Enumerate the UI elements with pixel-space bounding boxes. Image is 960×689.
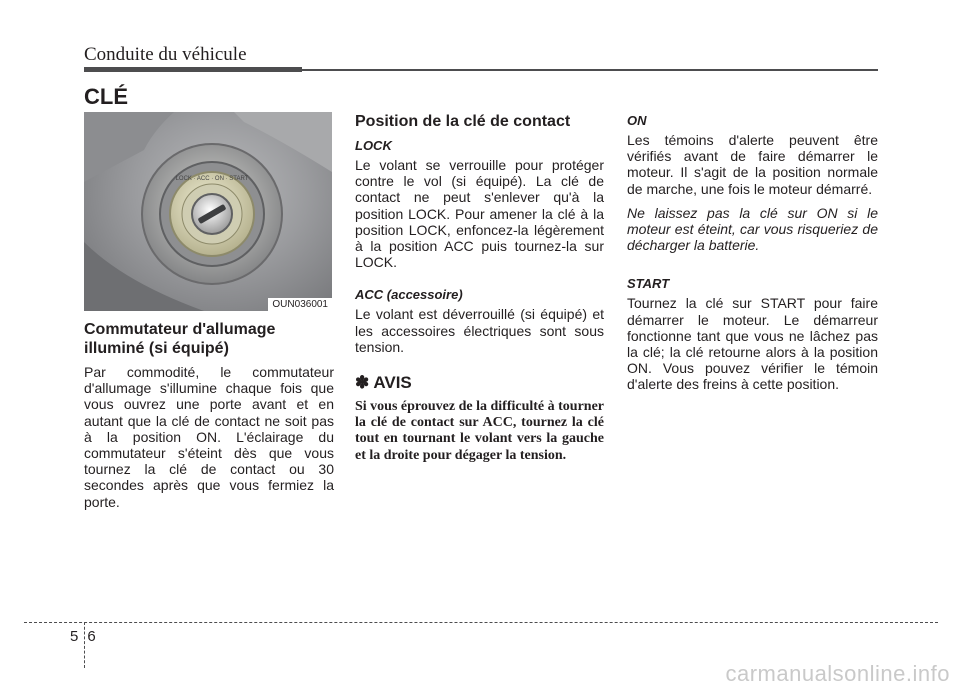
dial-text: LOCK · ACC · ON · START (175, 176, 249, 182)
start-title: START (627, 276, 670, 292)
acc-text: Le volant est déverrouillé (si équipé) et les accessoires électriques sont sous tension. (355, 306, 604, 355)
avis-text: Si vous éprouvez de la difficulté à tourner la clé de contact sur ACC, tournez la clé tout en tournant le volant vers la gauche et la droite pour dégager la tension. (355, 399, 605, 463)
illuminated-switch-heading: Commutateur d'allumage illuminé (si équipé) (84, 321, 276, 357)
on-warning: Ne laissez pas la clé sur ON si le moteur est éteint, car vous risqueriez de décharger la batterie. (627, 204, 878, 254)
page-number: 56 (70, 628, 105, 645)
ignition-switch-illustration (84, 112, 332, 311)
watermark: carmanualsonline.info (725, 661, 950, 686)
column-2 (355, 112, 604, 464)
acc-title: ACC (accessoire) (355, 287, 463, 303)
header-title: Conduite du véhicule (84, 44, 247, 65)
ignition-switch-photo (84, 112, 332, 311)
on-title: ON (627, 113, 647, 128)
lock-text: Le volant se verrouille pour protéger contre le vol (si équipé). La clé de contact ne peut s'enlever qu'à la position LOCK. Pour amener la clé à la position LOCK, enfoncez-la légèrement à la position ACC puis tournez-la sur LOCK. (355, 157, 604, 271)
figure-label: OUN036001 (268, 298, 332, 311)
footer-rule (24, 622, 938, 623)
start-text: Tournez la clé sur START pour faire démarrer le moteur. Le démarreur fonctionne tant que vous ne lâchez pas la clé; la clé retourne alors à la position ON. Vous pouvez vérifier le témoin d'alerte des freins à cette position. (627, 295, 878, 393)
lock-title: LOCK (355, 138, 392, 153)
avis-title: ✽ AVIS (355, 373, 412, 393)
column-1 (84, 112, 334, 510)
on-text: Les témoins d'alerte peuvent être vérifiés avant de faire démarrer le moteur. Il s'agit de la position normale de marche, une fois le moteur démarré. (627, 132, 878, 197)
header-rule-thin (302, 69, 878, 71)
header-rule (84, 67, 302, 72)
section-title: CLÉ (84, 84, 128, 109)
illuminated-switch-text: Par commodité, le commutateur d'allumage s'illumine chaque fois que vous ouvrez une porte avant et en autant que la clé de contact ne soit pas à la position ON. L'éclairage du commutateur s'éteint dès que vous tournez la clé de contact ou 30 secondes après que vous fermiez la porte. (84, 364, 334, 510)
column-3 (627, 112, 878, 393)
key-position-heading: Position de la clé de contact (355, 113, 571, 130)
